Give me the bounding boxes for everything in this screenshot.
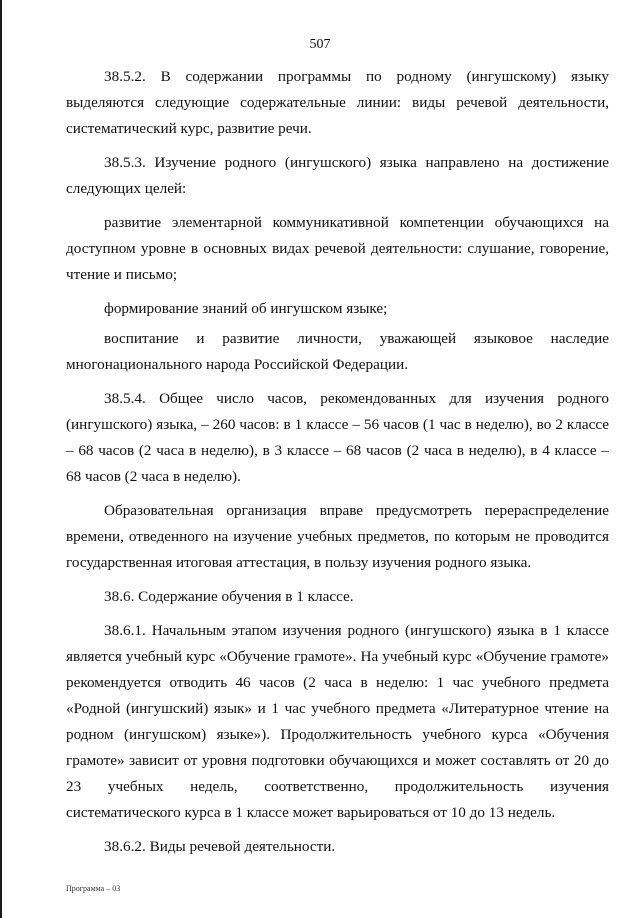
paragraph-redistribution: Образовательная организация вправе предусмотреть перераспределение времени, отведенного на изучение учебных предметов, по которым не проводится государственная итоговая аттестация, в пользу изучения родного языка. [66,502,609,571]
goal-item-knowledge: формирование знаний об ингушском языке; [104,300,388,317]
paragraph-38-6-2: 38.6.2. Виды речевой деятельности. [104,838,336,855]
page-edge [0,0,2,918]
goal-item-upbringing: воспитание и развитие личности, уважающей языковое наследие многонационального народа Российской Федерации. [66,330,609,373]
paragraph-38-5-2: 38.5.2. В содержании программы по родному (ингушскому) языку выделяются следующие содержательные линии: виды речевой деятельности, систематический курс, развитие речи. [66,68,609,137]
footer-label: Программа – 03 [66,884,121,893]
document-body [66,64,609,868]
goal-item-communicative: развитие элементарной коммуникативной компетенции обучающихся на доступном уровне в основных видах речевой деятельности: слушание, говорение, чтение и письмо; [66,214,609,283]
paragraph-38-5-4: 38.5.4. Общее число часов, рекомендованных для изучения родного (ингушского) языка, – 260 часов: в 1 классе – 56 часов (1 час в неделю), во 2 классе – 68 часов (2 часа в неделю), в 3 классе – 68 часов (2 часа в неделю), в 4 классе – 68 часов (2 часа в неделю). [66,390,609,485]
section-heading-38-6: 38.6. Содержание обучения в 1 классе. [104,588,354,605]
paragraph-38-5-3: 38.5.3. Изучение родного (ингушского) языка направлено на достижение следующих целей: [66,154,609,197]
paragraph-38-6-1: 38.6.1. Начальным этапом изучения родного (ингушского) языка в 1 классе является учебный курс «Обучение грамоте». На учебный курс «Обучение грамоте» рекомендуется отводить 46 часов (2 часа в неделю: 1 час учебного предмета «Родной (ингушский) язык» и 1 час учебного предмета «Литературное чтение на родном (ингушском) языке»). Продолжительность учебного курса «Обучения грамоте» зависит от уровня подготовки обучающихся и может составлять от 20 до 23 учебных недель, соответственно, продолжительность изучения систематического курса в 1 классе может варьироваться от 10 до 13 недель. [66,622,609,821]
page-number: 507 [309,37,331,52]
